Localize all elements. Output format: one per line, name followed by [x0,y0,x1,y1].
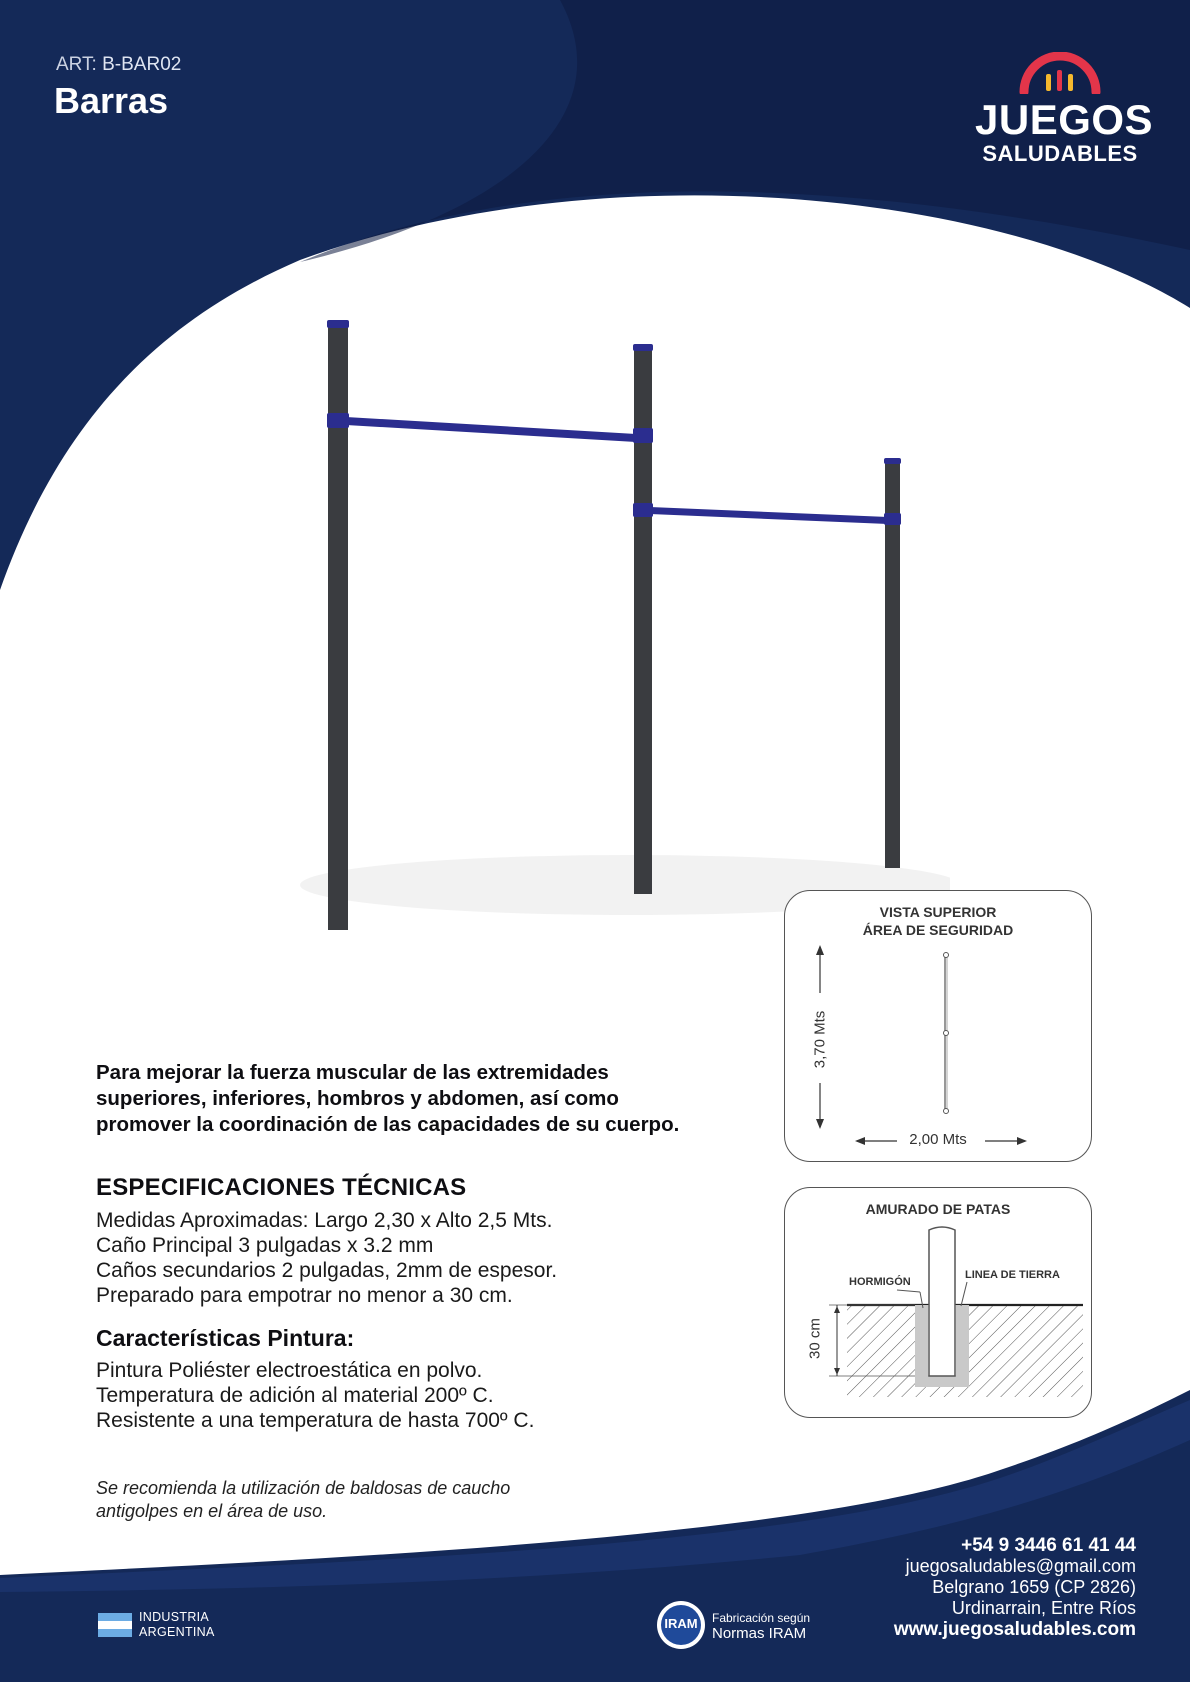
intro-text [96,1060,696,1138]
contact-city: Urdinarrain, Entre Ríos [951,1598,1136,1618]
contact-phone[interactable]: +54 9 3446 61 41 44 [961,1535,1136,1556]
safety-area-diagram [784,890,1092,1162]
contact-email[interactable]: juegosaludables@gmail.com [905,1556,1136,1576]
safety-height-label: 3,70 Mts [811,1010,829,1069]
concrete-label: HORMIGÓN [849,1276,911,1288]
industria-line1: INDUSTRIA [139,1610,210,1624]
spec-item: Caño Principal 3 pulgadas x 3.2 mm [96,1234,434,1257]
paint-list [96,1358,696,1433]
iram-line2: Normas IRAM [712,1625,807,1642]
argentina-flag-icon [98,1613,132,1637]
iram-logo-text: IRAM [664,1616,698,1631]
brand-logo [975,52,1154,166]
contact-website[interactable]: www.juegosaludables.com [893,1619,1136,1640]
spec-item: Preparado para empotrar no menor a 30 cm. [96,1284,513,1307]
industria-argentina-label [139,1610,215,1640]
anchoring-drawing [785,1188,1091,1417]
iram-standard-label [712,1610,810,1642]
product-image [300,300,950,950]
logo-text-line2: SALUDABLES [982,141,1138,166]
anchoring-diagram [784,1187,1092,1418]
industria-line2: ARGENTINA [139,1625,215,1639]
usage-note-line: Se recomienda la utilización de baldosas de caucho [96,1478,511,1498]
paint-heading: Características Pintura: [96,1325,355,1351]
usage-note [96,1477,616,1523]
iram-logo-icon [656,1600,706,1650]
paint-item: Pintura Poliéster electroestática en polvo. [96,1359,483,1382]
anchoring-diagram-title: AMURADO DE PATAS [865,1201,1011,1217]
safety-diagram-title-line2: ÁREA DE SEGURIDAD [862,922,1014,938]
ground-line-label: LINEA DE TIERRA [965,1269,1060,1281]
spec-item: Caños secundarios 2 pulgadas, 2mm de espesor. [96,1259,558,1282]
contact-address: Belgrano 1659 (CP 2826) [932,1577,1136,1597]
logo-arch-icon [1018,52,1102,94]
specs-list [96,1208,696,1308]
intro-line: Para mejorar la fuerza muscular de las extremidades [96,1061,609,1084]
page-title: Barras [54,80,169,121]
depth-label: 30 cm [806,1318,824,1359]
article-code-value: B-BAR02 [102,54,182,75]
logo-text-line1: JUEGOS [975,96,1154,143]
intro-line: superiores, inferiores, hombros y abdomen, así como [96,1087,619,1110]
article-code [56,54,181,76]
safety-diagram-title-line1: VISTA SUPERIOR [879,904,997,920]
contact-info [894,1535,1136,1640]
article-code-label: ART: [56,54,97,75]
intro-line: promover la coordinación de las capacidades de su cuerpo. [96,1113,680,1136]
safety-area-drawing [785,891,1091,1161]
iram-line1: Fabricación según [712,1611,811,1625]
usage-note-line: antigolpes en el área de uso. [96,1501,328,1521]
specs-heading: ESPECIFICACIONES TÉCNICAS [96,1174,467,1201]
paint-item: Temperatura de adición al material 200º C. [96,1384,494,1407]
safety-width-label: 2,00 Mts [909,1131,967,1148]
spec-item: Medidas Aproximadas: Largo 2,30 x Alto 2,5 Mts. [96,1209,553,1232]
paint-item: Resistente a una temperatura de hasta 700º C. [96,1409,535,1432]
